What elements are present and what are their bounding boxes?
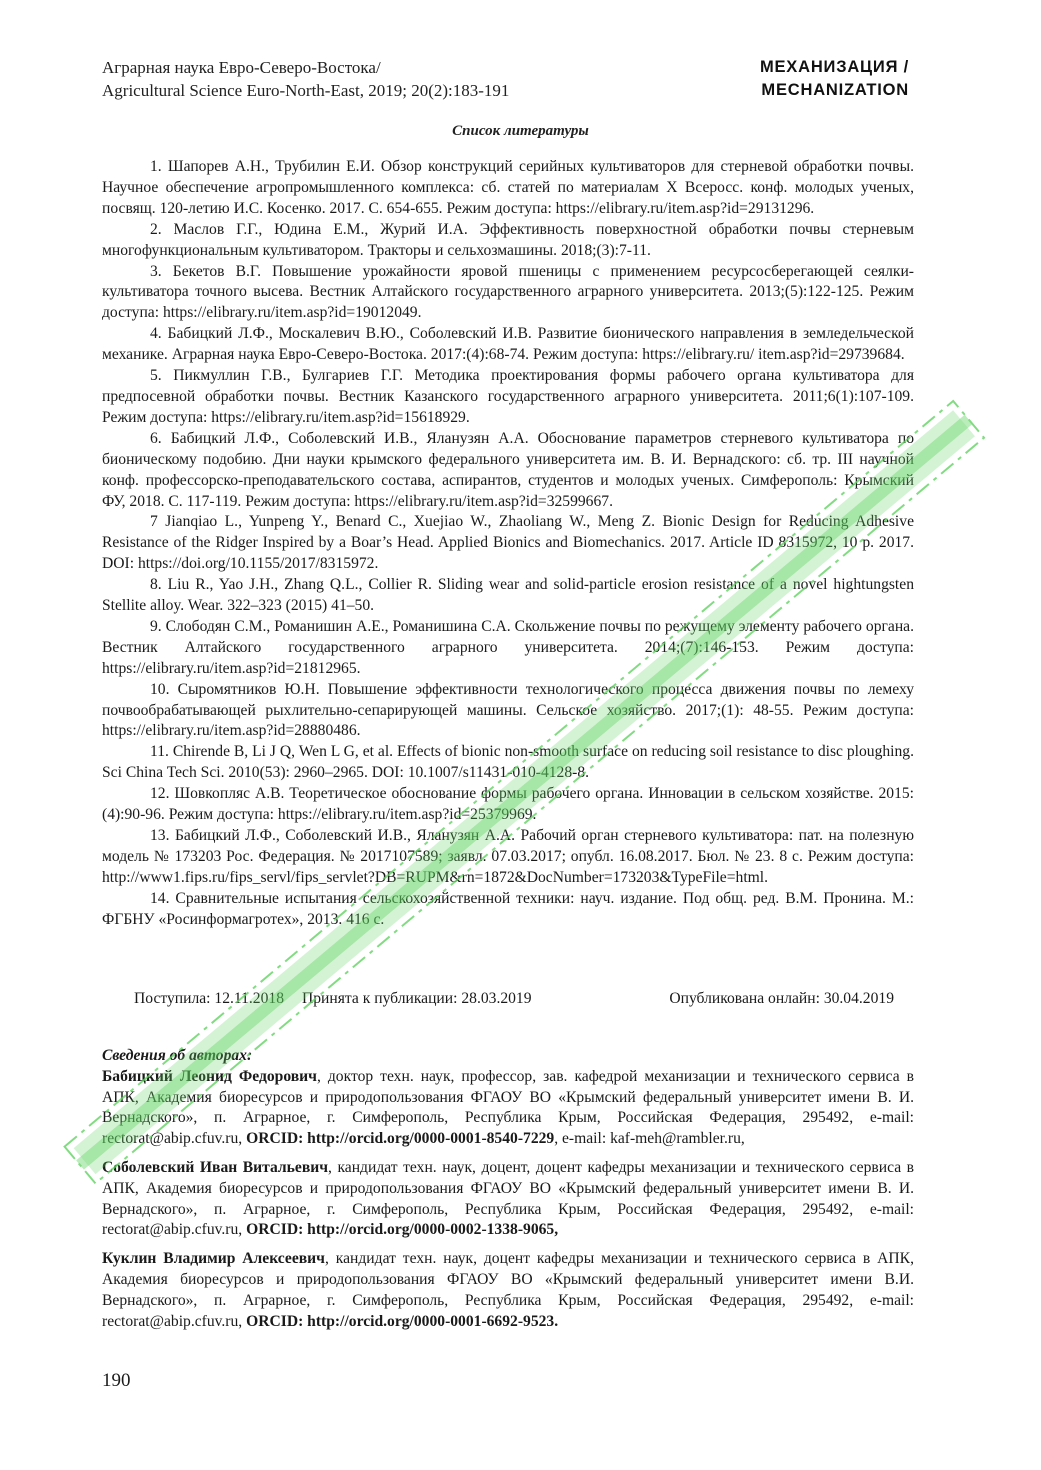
reference-item: 1. Шапорев А.Н., Трубилин Е.И. Обзор конструкций серийных культиваторов для стерневой обработки почвы. Научное обеспечение агропромышленного комплекса: сб. статей по материалам X Всеросс. конф. молодых ученых, посвящ. 120-летию И.С. Косенко. 2017. С. 654-655. Режим доступа: https://elibrary.ru/item.asp?id=29131296. [102,158,914,217]
author-entry [102,1067,914,1150]
received-date: Поступила: 12.11.2018 [134,990,284,1007]
accepted-date: Принята к публикации: 28.03.2019 [302,990,532,1007]
reference-item: 11. Chirende B, Li J Q, Wen L G, et al. Effects of bionic non-smooth surface on reducing soil resistance to disc ploughing. Sci China Tech Sci. 2010(53): 2960–2965. DOI: 10.1007/s11431-010-4128-8. [102,743,914,782]
journal-name-ru: Аграрная наука Евро-Северо-Востока/ [102,58,381,77]
publication-dates [134,990,894,1008]
author-extra: , e-mail: kaf-meh@rambler.ru, [554,1130,745,1148]
published-date: Опубликована онлайн: 30.04.2019 [669,990,894,1007]
reference-item: 3. Бекетов В.Г. Повышение урожайности яровой пшеницы с применением ресурсосберегающей сеялки-культиватора точного высева. Вестник Алтайского государственного аграрного университета. 2013;(5):122-125. Режим доступа: https://elibrary.ru/item.asp?id=19012049. [102,262,914,322]
reference-item: 12. Шовкопляс А.В. Теоретическое обоснование формы рабочего органа. Инновации в сельском хозяйстве. 2015:(4):90-96. Режим доступа: https://elibrary.ru/item.asp?id=25379969. [102,785,914,824]
journal-header [102,56,662,102]
reference-item: 10. Сыромятников Ю.Н. Повышение эффективности технологического процесса движения почвы по лемеху почвообрабатывающей рыхлительно-сепарирующей машины. Сельское хозяйство. 2017;(1): 48-55. Режим доступа: https://elibrary.ru/item.asp?id=28880486. [102,680,914,740]
reference-item: 14. Сравнительные испытания сельскохозяйственной техники: науч. издание. Под общ. ред. В.М. Пронина. М.: ФГБНУ «Росинформагротех», 2013. 416 с. [102,889,914,928]
section-name-ru: МЕХАНИЗАЦИЯ / [759,58,909,76]
author-name: Соболевский Иван Витальевич [102,1158,329,1176]
author-name: Бабицкий Леонид Федорович [102,1067,317,1085]
reference-item: 6. Бабицкий Л.Ф., Соболевский И.В., Яланузян А.А. Обоснование параметров стерневого культиватора по бионическому подобию. Дни науки крымского федерального университета им. В. И. Вернадского: сб. тр. III научной конф. профессорско-преподавательского состава, аспирантов, студентов и молодых ученых. Симферополь: Крымский ФУ, 2018. С. 117-119. Режим доступа: https://elibrary.ru/item.asp?id=32599667. [102,429,914,510]
section-name-en: MECHANIZATION [761,81,909,99]
reference-item: 13. Бабицкий Л.Ф., Соболевский И.В., Яланузян А.А. Рабочий орган стерневого культиватора: пат. на полезную модель № 173203 Рос. Федерация. № 2017107589; заявл. 07.03.2017; опубл. 16.08.2017. Бюл. № 23. 8 с. Режим доступа: http://www1.fips.ru/fips_servl/fips_servlet?DB=RUPM&rn=1872&DocNumber=173203&TypeFile=html. [102,827,914,886]
reference-item: 4. Бабицкий Л.Ф., Москалевич В.Ю., Соболевский И.В. Развитие бионического направления в земледельческой механике. Аграрная наука Евро-Северо-Востока. 2017:(4):68-74. Режим доступа: https://elibrary.ru/ item.asp?id=29739684. [102,325,914,364]
reference-item: 8. Liu R., Yao J.H., Zhang Q.L., Collier R. Sliding wear and solid-particle erosion resistance of a novel hightungsten Stellite alloy. Wear. 322–323 (2015) 41–50. [102,576,914,615]
reference-item: 2. Маслов Г.Г., Юдина Е.М., Журий И.А. Эффективность поверхностной обработки почвы стерневым многофункциональным культиватором. Тракторы и сельхозмашины. 2018;(3):7-11. [102,220,914,259]
authors-section [102,1046,914,1340]
reference-item: 5. Пикмуллин Г.В., Булгариев Г.Г. Методика проектирования формы рабочего органа культиватора для предпосевной обработки почвы. Вестник Казанского государственного аграрного университета. 2011;6(1):107-109. Режим доступа: https://elibrary.ru/item.asp?id=15618929. [102,367,914,426]
reference-item: 9. Слободян С.М., Романишин А.Е., Романишина С.А. Скольжение почвы по режущему элементу рабочего органа. Вестник Алтайского государственного аграрного университета. 2014;(7):146-153. Режим доступа: https://elibrary.ru/item.asp?id=21812965. [102,617,914,677]
author-details: , кандидат техн. наук, доцент, доцент кафедры механизации и технического сервиса в АПК, Академия биоресурсов и природопользования ФГАОУ ВО «Крымский федеральный университет имени В. И. Вернадского», п. Аграрное, г. Симферополь, Республика Крым, Российская Федерация, 295492, e-mail: rectorat@abip.cfuv.ru, [102,1158,914,1239]
references-title: Список литературы [452,123,589,139]
author-orcid: ORCID: http://orcid.org/0000-0002-1338-9065, [246,1221,559,1239]
author-details: , кандидат техн. наук, доцент кафедры механизации и технического сервиса в АПК, Академия биоресурсов и природопользования ФГАОУ ВО «Крымский федеральный университет имени В.И. Вернадского», п. Аграрное, г. Симферополь, Республика Крым, Российская Федерация, 295492, e-mail: rectorat@abip.cfuv.ru, [102,1250,914,1330]
author-name: Куклин Владимир Алексеевич [102,1250,325,1268]
author-details: , доктор техн. наук, профессор, зав. кафедрой механизации и технического сервиса в АПК, Академия биоресурсов и природопользования ФГАОУ ВО «Крымский федеральный университет имени В. И. Вернадского», п. Аграрное, г. Симферополь, Республика Крым, Российская Федерация, 295492, e-mail: rectorat@abip.cfuv.ru, [102,1067,914,1148]
journal-name-en: Agricultural Science Euro-North-East, 2019; 20(2):183-191 [102,81,510,100]
reference-list [102,157,914,931]
author-entry [102,1249,914,1332]
author-orcid: ORCID: http://orcid.org/0000-0001-8540-7229 [246,1130,555,1148]
reference-item: 7 Jianqiao L., Yunpeng Y., Benard C., Xuejiao W., Zhaoliang W., Meng Z. Bionic Design for Reducing Adhesive Resistance of the Ridger Inspired by a Boar’s Head. Applied Bionics and Biomechanics. 2017. Article ID 8315972, 10 p. 2017. DOI: https://doi.org/10.1155/2017/8315972. [102,513,914,573]
page-number: 190 [102,1370,131,1391]
section-header [760,56,909,102]
author-entry [102,1158,914,1241]
authors-title: Сведения об авторах: [102,1047,253,1064]
author-orcid: ORCID: http://orcid.org/0000-0001-6692-9523. [246,1312,559,1330]
